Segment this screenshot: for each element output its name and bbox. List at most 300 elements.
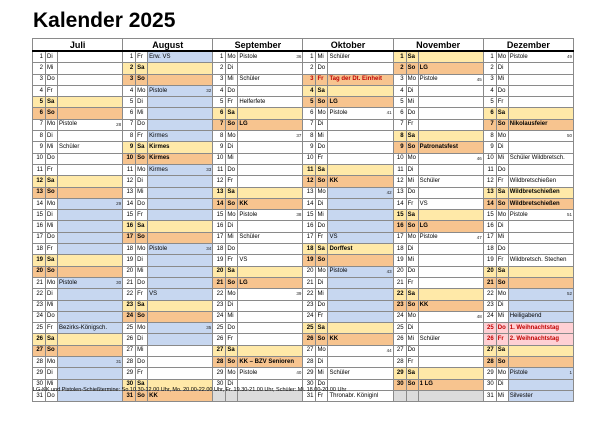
week-number: 38 (296, 212, 302, 218)
day-entry (508, 131, 573, 142)
week-number: 51 (566, 212, 572, 218)
day-number: 24 (123, 311, 136, 322)
weekday: Mi (226, 232, 238, 243)
day-entry (148, 357, 213, 368)
weekday: Mo (496, 289, 508, 300)
week-number: 28 (116, 121, 122, 127)
day-row (33, 266, 574, 277)
weekday: Di (316, 357, 328, 368)
weekday: Sa (406, 131, 418, 142)
day-entry (328, 266, 393, 277)
day-number: 6 (33, 108, 46, 119)
month-header-oktober: Oktober (303, 39, 393, 52)
weekday: Fr (226, 255, 238, 266)
week-number: 36 (296, 54, 302, 59)
day-entry (508, 266, 573, 277)
day-entry (328, 221, 393, 232)
day-number: 16 (303, 221, 316, 232)
day-number: 25 (123, 323, 136, 334)
day-number: 19 (483, 255, 496, 266)
day-entry (238, 232, 303, 243)
weekday: Mi (496, 74, 508, 85)
day-number: 22 (303, 289, 316, 300)
day-entry (328, 345, 393, 356)
day-number: 15 (303, 210, 316, 221)
weekday: Di (46, 51, 58, 63)
day-entry (328, 289, 393, 300)
day-entry (508, 108, 573, 119)
day-number: 6 (303, 108, 316, 119)
weekday: Mi (496, 311, 508, 322)
day-entry (58, 176, 123, 187)
weekday: Mi (226, 74, 238, 85)
day-number: 11 (303, 164, 316, 175)
day-number: 15 (213, 210, 226, 221)
weekday: Fr (226, 334, 238, 345)
weekday: So (496, 357, 508, 368)
weekday: Mo (226, 131, 238, 142)
entry-text: Thronabr. Königinl (329, 392, 379, 399)
day-entry (328, 198, 393, 209)
day-number: 14 (213, 198, 226, 209)
day-number: 9 (33, 142, 46, 153)
day-entry (148, 119, 213, 130)
weekday: So (406, 379, 418, 390)
weekday: Fr (46, 244, 58, 255)
weekday: Do (226, 323, 238, 334)
day-entry (418, 289, 483, 300)
day-entry (58, 153, 123, 164)
day-entry (148, 74, 213, 85)
weekday: Sa (316, 323, 328, 334)
day-entry (148, 164, 213, 175)
weekday: Sa (136, 379, 148, 390)
day-number: 26 (303, 334, 316, 345)
weekday: Di (46, 210, 58, 221)
entry-text: Pistole (509, 369, 528, 376)
day-entry (238, 51, 303, 63)
day-number: 28 (393, 357, 406, 368)
day-number: 23 (123, 300, 136, 311)
day-number: 16 (33, 221, 46, 232)
entry-text: Nikolausfeier (509, 121, 548, 128)
weekday: Sa (46, 176, 58, 187)
day-number: 13 (303, 187, 316, 198)
day-number: 3 (123, 74, 136, 85)
weekday: Sa (46, 334, 58, 345)
day-row (33, 345, 574, 356)
day-entry (328, 334, 393, 345)
day-number: 19 (123, 255, 136, 266)
day-entry (238, 74, 303, 85)
weekday: Sa (406, 289, 418, 300)
day-number: 28 (123, 357, 136, 368)
day-number: 1 (33, 51, 46, 63)
day-entry (238, 153, 303, 164)
weekday: Sa (316, 85, 328, 96)
day-number: 10 (303, 153, 316, 164)
day-number: 5 (123, 97, 136, 108)
day-number: 4 (123, 85, 136, 96)
weekday: Di (496, 221, 508, 232)
entry-text: Pistole (149, 245, 168, 252)
day-number: 23 (213, 300, 226, 311)
day-number: 19 (303, 255, 316, 266)
weekday: Mi (226, 311, 238, 322)
day-row (33, 232, 574, 243)
weekday: Do (136, 357, 148, 368)
weekday: Fr (226, 97, 238, 108)
day-number: 1 (213, 51, 226, 63)
day-entry (148, 198, 213, 209)
entry-text: Patronatsfest (419, 144, 458, 151)
week-number: 1 (569, 370, 572, 376)
day-entry (508, 97, 573, 108)
weekday: Mi (136, 266, 148, 277)
day-number: 17 (123, 232, 136, 243)
weekday: Mi (316, 368, 328, 379)
weekday: Sa (46, 255, 58, 266)
weekday: Mo (316, 345, 328, 356)
day-number: 6 (483, 108, 496, 119)
entry-text: Wildbretsch. Stechen (509, 256, 567, 263)
entry-text: Wildbretschießen (509, 177, 557, 184)
entry-text: Schüler (329, 53, 350, 60)
day-number: 18 (303, 244, 316, 255)
weekday: Fr (46, 323, 58, 334)
day-row (33, 334, 574, 345)
day-number: 31 (123, 390, 136, 401)
weekday: Di (316, 198, 328, 209)
day-row (33, 85, 574, 96)
day-entry (148, 345, 213, 356)
day-number: 26 (33, 334, 46, 345)
day-entry (58, 334, 123, 345)
weekday: Di (136, 334, 148, 345)
weekday: Do (136, 119, 148, 130)
week-number: 39 (296, 291, 302, 297)
week-number: 41 (386, 110, 392, 116)
day-entry (58, 311, 123, 322)
weekday: Fr (316, 390, 328, 401)
day-entry (508, 74, 573, 85)
weekday: So (136, 232, 148, 243)
day-entry (328, 85, 393, 96)
entry-text: 1 LG (419, 381, 433, 388)
day-entry (418, 345, 483, 356)
day-entry (58, 221, 123, 232)
weekday: Di (406, 85, 418, 96)
entry-text: VS (239, 256, 248, 263)
day-number: 5 (33, 97, 46, 108)
day-entry (418, 119, 483, 130)
day-number: 7 (123, 119, 136, 130)
day-entry (418, 255, 483, 266)
week-number: 31 (116, 359, 122, 365)
day-number: 12 (303, 176, 316, 187)
day-entry (508, 51, 573, 63)
day-entry (148, 255, 213, 266)
day-entry (418, 300, 483, 311)
day-number: 5 (483, 97, 496, 108)
day-entry (508, 311, 573, 322)
day-number: 27 (393, 345, 406, 356)
weekday: So (406, 300, 418, 311)
day-entry (148, 244, 213, 255)
weekday: Di (496, 142, 508, 153)
day-entry (58, 232, 123, 243)
weekday: So (46, 187, 58, 198)
weekday: Fr (316, 311, 328, 322)
day-row (33, 63, 574, 74)
day-number: 18 (393, 244, 406, 255)
day-number: 29 (483, 368, 496, 379)
month-header-row (33, 39, 574, 52)
weekday: Do (316, 142, 328, 153)
day-entry (418, 311, 483, 322)
entry-text: Pistole (419, 234, 438, 241)
day-number: 7 (483, 119, 496, 130)
day-entry (58, 289, 123, 300)
day-number: 9 (483, 142, 496, 153)
weekday: Mo (46, 119, 58, 130)
entry-text: Silvester (509, 392, 533, 399)
weekday: Do (316, 300, 328, 311)
entry-text: Pistole (239, 211, 258, 218)
day-number: 7 (303, 119, 316, 130)
day-row (33, 255, 574, 266)
weekday: Mi (226, 153, 238, 164)
weekday: Mo (136, 164, 148, 175)
day-number: 13 (33, 187, 46, 198)
day-number: 8 (123, 131, 136, 142)
weekday: Do (316, 379, 328, 390)
day-entry (508, 345, 573, 356)
weekday: Mo (46, 198, 58, 209)
weekday: Sa (46, 97, 58, 108)
day-entry (238, 119, 303, 130)
day-number: 13 (123, 187, 136, 198)
day-entry (508, 187, 573, 198)
day-number: 5 (303, 97, 316, 108)
day-number: 16 (393, 221, 406, 232)
day-number: 11 (123, 164, 136, 175)
day-entry (148, 334, 213, 345)
day-entry (508, 277, 573, 288)
day-entry (238, 334, 303, 345)
weekday: Do (316, 221, 328, 232)
day-entry (58, 74, 123, 85)
day-number: 6 (393, 108, 406, 119)
weekday: Mi (406, 97, 418, 108)
weekday: Sa (496, 266, 508, 277)
day-entry (238, 244, 303, 255)
weekday: Mo (226, 51, 238, 63)
day-entry (328, 63, 393, 74)
weekday: So (136, 390, 148, 401)
week-number: 32 (206, 87, 212, 93)
day-number: 10 (393, 153, 406, 164)
weekday: Fr (316, 153, 328, 164)
day-number: 27 (483, 345, 496, 356)
weekday: So (316, 255, 328, 266)
day-entry (238, 198, 303, 209)
weekday: Mo (406, 311, 418, 322)
day-entry (58, 119, 123, 130)
day-entry (58, 266, 123, 277)
day-number: 28 (213, 357, 226, 368)
day-number: 2 (393, 63, 406, 74)
day-entry (238, 345, 303, 356)
day-entry (418, 221, 483, 232)
day-number: 31 (303, 390, 316, 401)
weekday: Sa (316, 164, 328, 175)
day-number: 29 (123, 368, 136, 379)
weekday: Di (496, 300, 508, 311)
day-number: 28 (303, 357, 316, 368)
day-number: 16 (213, 221, 226, 232)
entry-text: Bezirks-Königsch. (59, 324, 108, 331)
day-number: 2 (483, 63, 496, 74)
day-entry (418, 108, 483, 119)
weekday: So (226, 277, 238, 288)
month-header-august: August (123, 39, 213, 52)
day-number: 20 (483, 266, 496, 277)
day-number: 21 (33, 277, 46, 288)
day-number: 6 (213, 108, 226, 119)
weekday: Mi (46, 379, 58, 390)
day-number: 15 (33, 210, 46, 221)
entry-text: Pistole (149, 87, 168, 94)
weekday: Di (406, 164, 418, 175)
weekday: Mo (316, 266, 328, 277)
day-row (33, 74, 574, 85)
entry-text: KK – BZV Senioren (239, 358, 295, 365)
day-row (33, 142, 574, 153)
day-number: 2 (33, 63, 46, 74)
day-number: 8 (303, 131, 316, 142)
weekday: Fr (136, 51, 148, 63)
day-entry (328, 210, 393, 221)
weekday: Do (406, 266, 418, 277)
day-number: 30 (33, 379, 46, 390)
day-number: 13 (483, 187, 496, 198)
weekday: Mo (406, 153, 418, 164)
day-entry (58, 357, 123, 368)
day-entry (58, 300, 123, 311)
day-row (33, 289, 574, 300)
day-number: 30 (393, 379, 406, 390)
day-number: 18 (213, 244, 226, 255)
weekday: So (406, 221, 418, 232)
day-entry (148, 277, 213, 288)
day-entry (418, 244, 483, 255)
weekday: So (136, 311, 148, 322)
weekday: Mo (316, 108, 328, 119)
day-number: 9 (303, 142, 316, 153)
day-number: 29 (33, 368, 46, 379)
weekday: Mi (496, 232, 508, 243)
day-number: 2 (123, 63, 136, 74)
day-number: 9 (213, 142, 226, 153)
day-row (33, 368, 574, 379)
weekday: Mi (136, 345, 148, 356)
day-row (33, 187, 574, 198)
day-number: 14 (483, 198, 496, 209)
weekday: Sa (406, 51, 418, 63)
day-number: 8 (483, 131, 496, 142)
day-number: 31 (483, 390, 496, 401)
day-entry (418, 210, 483, 221)
day-number: 7 (393, 119, 406, 130)
week-number: 30 (116, 279, 122, 285)
weekday: Fr (136, 289, 148, 300)
day-entry (418, 357, 483, 368)
entry-text: Wildbretschießen (509, 189, 560, 196)
day-number: 4 (303, 85, 316, 96)
day-number: 27 (33, 345, 46, 356)
entry-text: Pistole (239, 53, 258, 60)
weekday: Do (226, 244, 238, 255)
weekday: Do (46, 390, 58, 401)
weekday: Do (226, 164, 238, 175)
day-number: 22 (33, 289, 46, 300)
entry-text: Pistole (329, 110, 348, 117)
day-number: 15 (483, 210, 496, 221)
day-number: 1 (393, 51, 406, 63)
day-entry (238, 221, 303, 232)
day-row (33, 210, 574, 221)
day-entry (58, 187, 123, 198)
weekday: So (226, 119, 238, 130)
weekday: Fr (136, 131, 148, 142)
day-entry (238, 289, 303, 300)
weekday: Fr (406, 277, 418, 288)
day-number: 13 (393, 187, 406, 198)
weekday: Do (496, 323, 508, 334)
weekday: So (316, 97, 328, 108)
day-entry (58, 244, 123, 255)
day-row (33, 131, 574, 142)
weekday: Mi (46, 221, 58, 232)
entry-text: Pistole (509, 211, 528, 218)
month-header-dezember: Dezember (483, 39, 573, 52)
day-number: 23 (483, 300, 496, 311)
day-entry (238, 311, 303, 322)
weekday: Di (496, 63, 508, 74)
weekday: Sa (316, 244, 328, 255)
day-number: 24 (393, 311, 406, 322)
day-entry (328, 108, 393, 119)
weekday: So (496, 198, 508, 209)
day-entry (238, 108, 303, 119)
day-entry (148, 210, 213, 221)
day-number: 27 (213, 345, 226, 356)
entry-text: LG (329, 98, 338, 105)
day-entry (148, 176, 213, 187)
entry-text: LG (419, 223, 428, 230)
day-number: 23 (303, 300, 316, 311)
weekday: Sa (406, 368, 418, 379)
day-number: 14 (393, 198, 406, 209)
weekday: Sa (496, 345, 508, 356)
day-entry (238, 176, 303, 187)
entry-text: Pistole (509, 53, 528, 60)
day-number: 3 (393, 74, 406, 85)
entry-text: Erw. VS (149, 53, 171, 60)
weekday: Do (46, 232, 58, 243)
day-number: 15 (393, 210, 406, 221)
